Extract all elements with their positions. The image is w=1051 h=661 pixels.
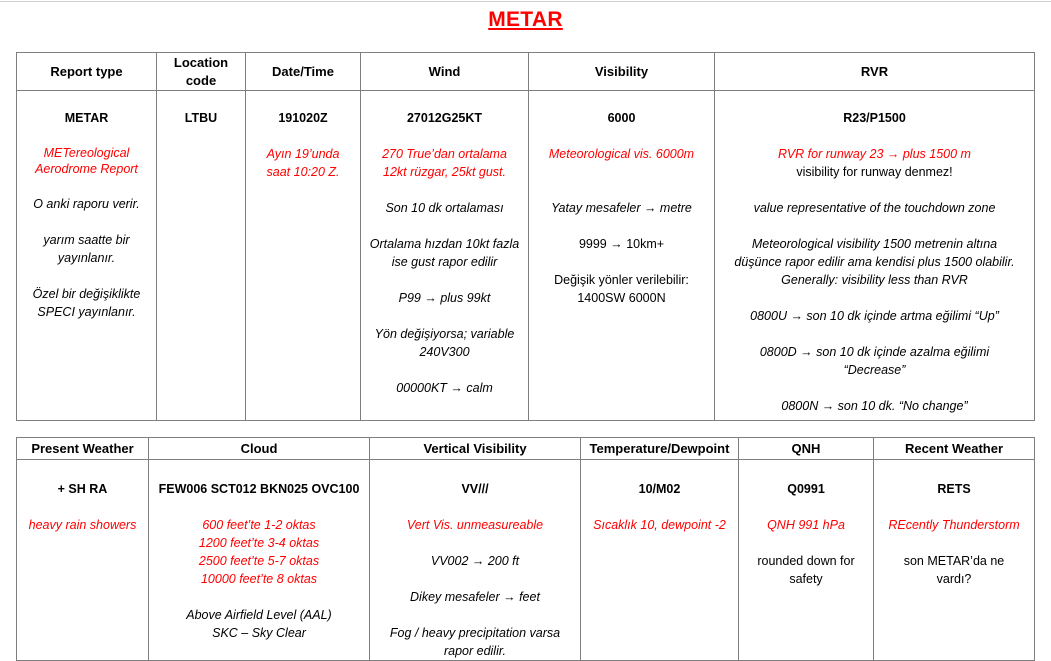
note: visibility for runway denmez! (796, 165, 953, 179)
code-report-type: METAR (64, 111, 109, 125)
code-wind: 27012G25KT (406, 111, 483, 125)
note: Ortalama hızdan 10kt fazla ise gust rapor edilir (369, 237, 520, 269)
note: Dikey mesafeler → feet (410, 590, 540, 604)
code-visibility: 6000 (607, 111, 636, 125)
note-red: 600 feet’te 1-2 oktas (202, 518, 316, 532)
code-temperature: 10/M02 (638, 482, 681, 496)
page-title: METAR (488, 8, 563, 31)
note: O anki raporu verir. (33, 197, 140, 211)
note: Değişik yönler verilebilir: 1400SW 6000N (554, 273, 689, 305)
note-red: 270 True’dan ortalama 12kt rüzgar, 25kt gust. (382, 147, 507, 179)
note: rounded down for safety (757, 554, 855, 586)
code-rvr: R23/P1500 (843, 111, 906, 125)
metar-table-2 (16, 437, 1035, 661)
code-present-weather: + SH RA (57, 482, 108, 496)
header-report-type: Report type (17, 53, 157, 91)
note: Above Airfield Level (AAL) (186, 608, 332, 622)
cell-rvr (715, 91, 1035, 421)
note-red: Sıcaklık 10, dewpoint -2 (593, 518, 726, 532)
note: 9999 → 10km+ (578, 237, 665, 251)
note: SKC – Sky Clear (212, 626, 306, 640)
note: 00000KT → calm (396, 381, 493, 395)
cell-location-code (157, 91, 246, 421)
cell-date-time (246, 91, 361, 421)
note-red: 10000 feet’te 8 oktas (200, 572, 318, 586)
cell-present-weather (17, 460, 149, 661)
note: value representative of the touchdown zone (753, 201, 996, 215)
cell-recent-weather (874, 460, 1035, 661)
header-wind: Wind (361, 53, 529, 91)
code-vertical-visibility: VV/// (461, 482, 489, 496)
note-red: Vert Vis. unmeasureable (406, 518, 544, 532)
note-red: REcently Thunderstorm (888, 518, 1020, 532)
note-red: RVR for runway 23 → plus 1500 m (778, 147, 971, 161)
note-red: 2500 feet’te 5-7 oktas (198, 554, 320, 568)
header-rvr: RVR (715, 53, 1035, 91)
header-qnh: QNH (739, 438, 874, 460)
header-date-time: Date/Time (246, 53, 361, 91)
header-cloud: Cloud (149, 438, 370, 460)
cell-wind (361, 91, 529, 421)
note: VV002 → 200 ft (430, 554, 520, 568)
header-temperature-dewpoint: Temperature/Dewpoint (581, 438, 739, 460)
cell-report-type (17, 91, 157, 421)
cell-qnh (739, 460, 874, 661)
note: son METAR’da ne vardı? (903, 554, 1005, 586)
code-cloud: FEW006 SCT012 BKN025 OVC100 (158, 482, 360, 496)
cell-vertical-visibility (370, 460, 581, 661)
note-red: METereological Aerodrome Report (35, 146, 138, 176)
header-location-code: Location code (157, 53, 246, 91)
cell-temperature-dewpoint (581, 460, 739, 661)
note-red: QNH 991 hPa (767, 518, 845, 532)
note: Özel bir değişiklikte SPECI yayınlanır. (32, 287, 141, 319)
note-red: Meteorological vis. 6000m (548, 147, 695, 161)
header-recent-weather: Recent Weather (874, 438, 1035, 460)
note: yarım saatte bir yayınlanır. (43, 233, 130, 265)
note-red: Ayın 19’unda saat 10:20 Z. (266, 147, 340, 179)
note-red: 1200 feet’te 3-4 oktas (198, 536, 320, 550)
cell-cloud (149, 460, 370, 661)
note: Son 10 dk ortalaması (385, 201, 504, 215)
note-red: heavy rain showers (28, 518, 137, 532)
note: Meteorological visibility 1500 metrenin altına düşünce rapor edilir ama kendisi plus 1500 olabilir. Generally: visibility less than RVR (734, 237, 1015, 287)
note: Yatay mesafeler → metre (551, 201, 692, 215)
header-vertical-visibility: Vertical Visibility (370, 438, 581, 460)
code-location: LTBU (184, 111, 218, 125)
header-present-weather: Present Weather (17, 438, 149, 460)
code-recent-weather: RETS (937, 482, 971, 496)
code-date-time: 191020Z (278, 111, 328, 125)
code-qnh: Q0991 (787, 482, 825, 496)
cell-visibility (529, 91, 715, 421)
note: Yön değişiyorsa; variable 240V300 (374, 327, 515, 359)
note: P99 → plus 99kt (398, 291, 491, 305)
header-visibility: Visibility (529, 53, 715, 91)
note: Fog / heavy precipitation varsa rapor edilir. (389, 626, 561, 658)
metar-table-1 (16, 52, 1035, 421)
note: 0800D → son 10 dk içinde azalma eğilimi “Decrease” (759, 345, 990, 377)
top-divider (0, 1, 1051, 2)
note: 0800N → son 10 dk. “No change” (781, 399, 968, 413)
note: 0800U → son 10 dk içinde artma eğilimi “Up” (750, 309, 999, 323)
